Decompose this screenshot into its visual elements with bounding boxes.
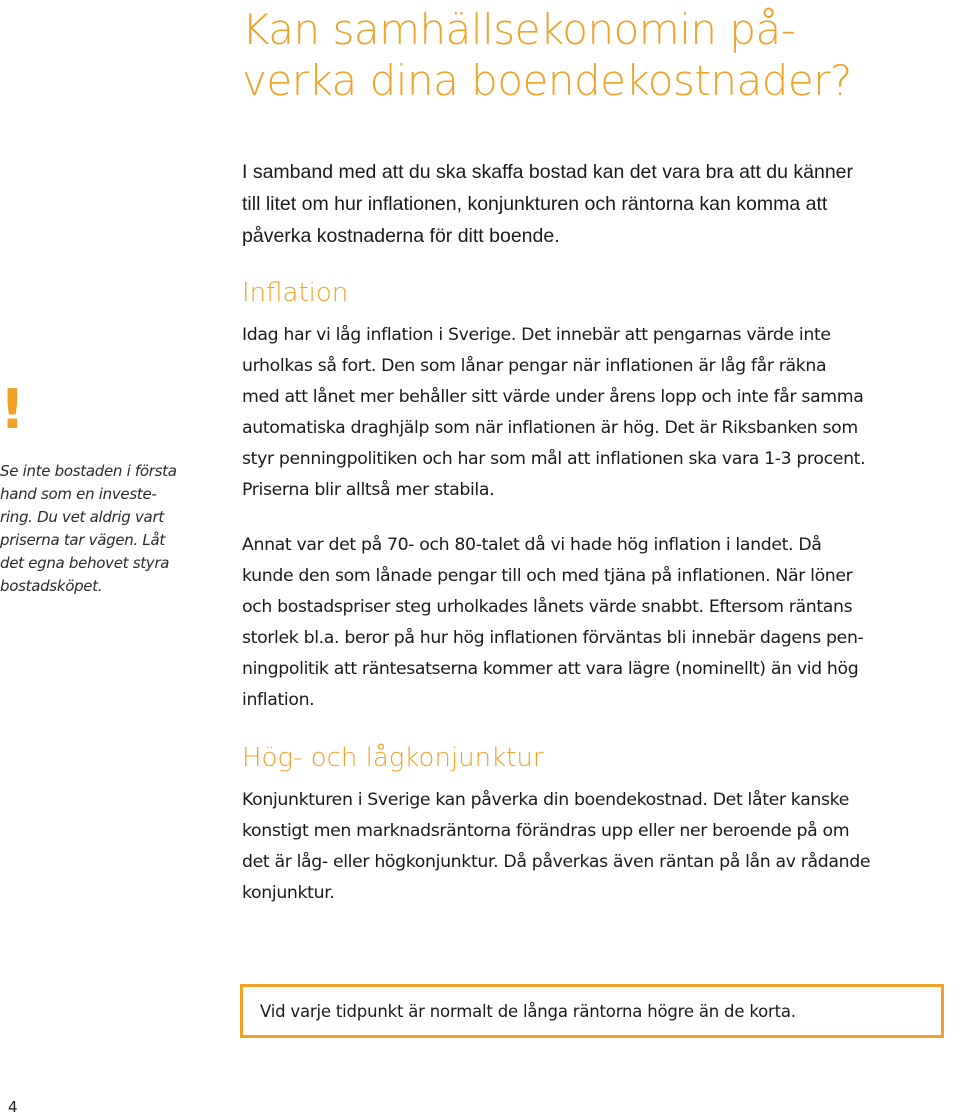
text-line: priserna tar vägen. Låt [0,531,165,549]
page-number: 4 [8,1098,18,1116]
highlight-box [240,984,944,1038]
text-line: konjunktur. [242,883,335,903]
text-line: Se inte bostaden i första [0,462,177,480]
text-line: Konjunkturen i Sverige kan påverka din boendekostnad. Det låter kanske [242,790,849,810]
inflation-heading: Inflation [242,278,349,308]
title-line-1: Kan samhällsekonomin på- [242,5,796,54]
text-line: och bostadspriser steg urholkades lånets värde snabbt. Eftersom räntans [242,597,853,617]
inflation-paragraph-1 [242,320,947,506]
text-line: inflation. [242,690,315,710]
text-line: automatiska draghjälp som när inflationen är hög. Det är Riksbanken som [242,418,858,438]
text-line: bostadsköpet. [0,577,103,595]
text-line: urholkas så fort. Den som lånar pengar när inflationen är låg får räkna [242,356,827,376]
inflation-paragraph-2 [242,530,947,716]
title-line-2: verka dina boendekostnader? [242,56,852,105]
text-line: konstigt men marknadsräntorna förändras upp eller ner beroende på om [242,821,850,841]
text-line: Annat var det på 70- och 80-talet då vi hade hög inflation i landet. Då [242,535,822,555]
text-line: påverka kostnaderna för ditt boende. [242,225,560,247]
highlight-text: Vid varje tidpunkt är normalt de långa räntorna högre än de korta. [260,1002,796,1021]
exclamation-icon: ! [0,378,25,441]
text-line: med att lånet mer behåller sitt värde under årens lopp och inte får samma [242,387,864,407]
text-line: I samband med att du ska skaffa bostad kan det vara bra att du känner [242,161,854,183]
konjunktur-heading: Hög- och lågkonjunktur [242,743,544,773]
text-line: det är låg- eller högkonjunktur. Då påverkas även räntan på lån av rådande [242,852,871,872]
text-line: det egna behovet styra [0,554,170,572]
text-line: styr penningpolitiken och har som mål att inflationen ska vara 1-3 procent. [242,449,866,469]
text-line: hand som en investe- [0,485,157,503]
text-line: Priserna blir alltså mer stabila. [242,480,495,500]
text-line: till litet om hur inflationen, konjunkturen och räntorna kan komma att [242,193,828,215]
konjunktur-paragraph [242,785,947,909]
text-line: ningpolitik att räntesatserna kommer att vara lägre (nominellt) än vid hög [242,659,859,679]
page-title [242,4,942,106]
sidebar-note [0,460,220,598]
text-line: kunde den som lånade pengar till och med tjäna på inflationen. När löner [242,566,853,586]
text-line: storlek bl.a. beror på hur hög inflationen förväntas bli innebär dagens pen- [242,628,864,648]
text-line: ring. Du vet aldrig vart [0,508,164,526]
intro-paragraph [242,156,942,252]
text-line: Idag har vi låg inflation i Sverige. Det innebär att pengarnas värde inte [242,325,831,345]
